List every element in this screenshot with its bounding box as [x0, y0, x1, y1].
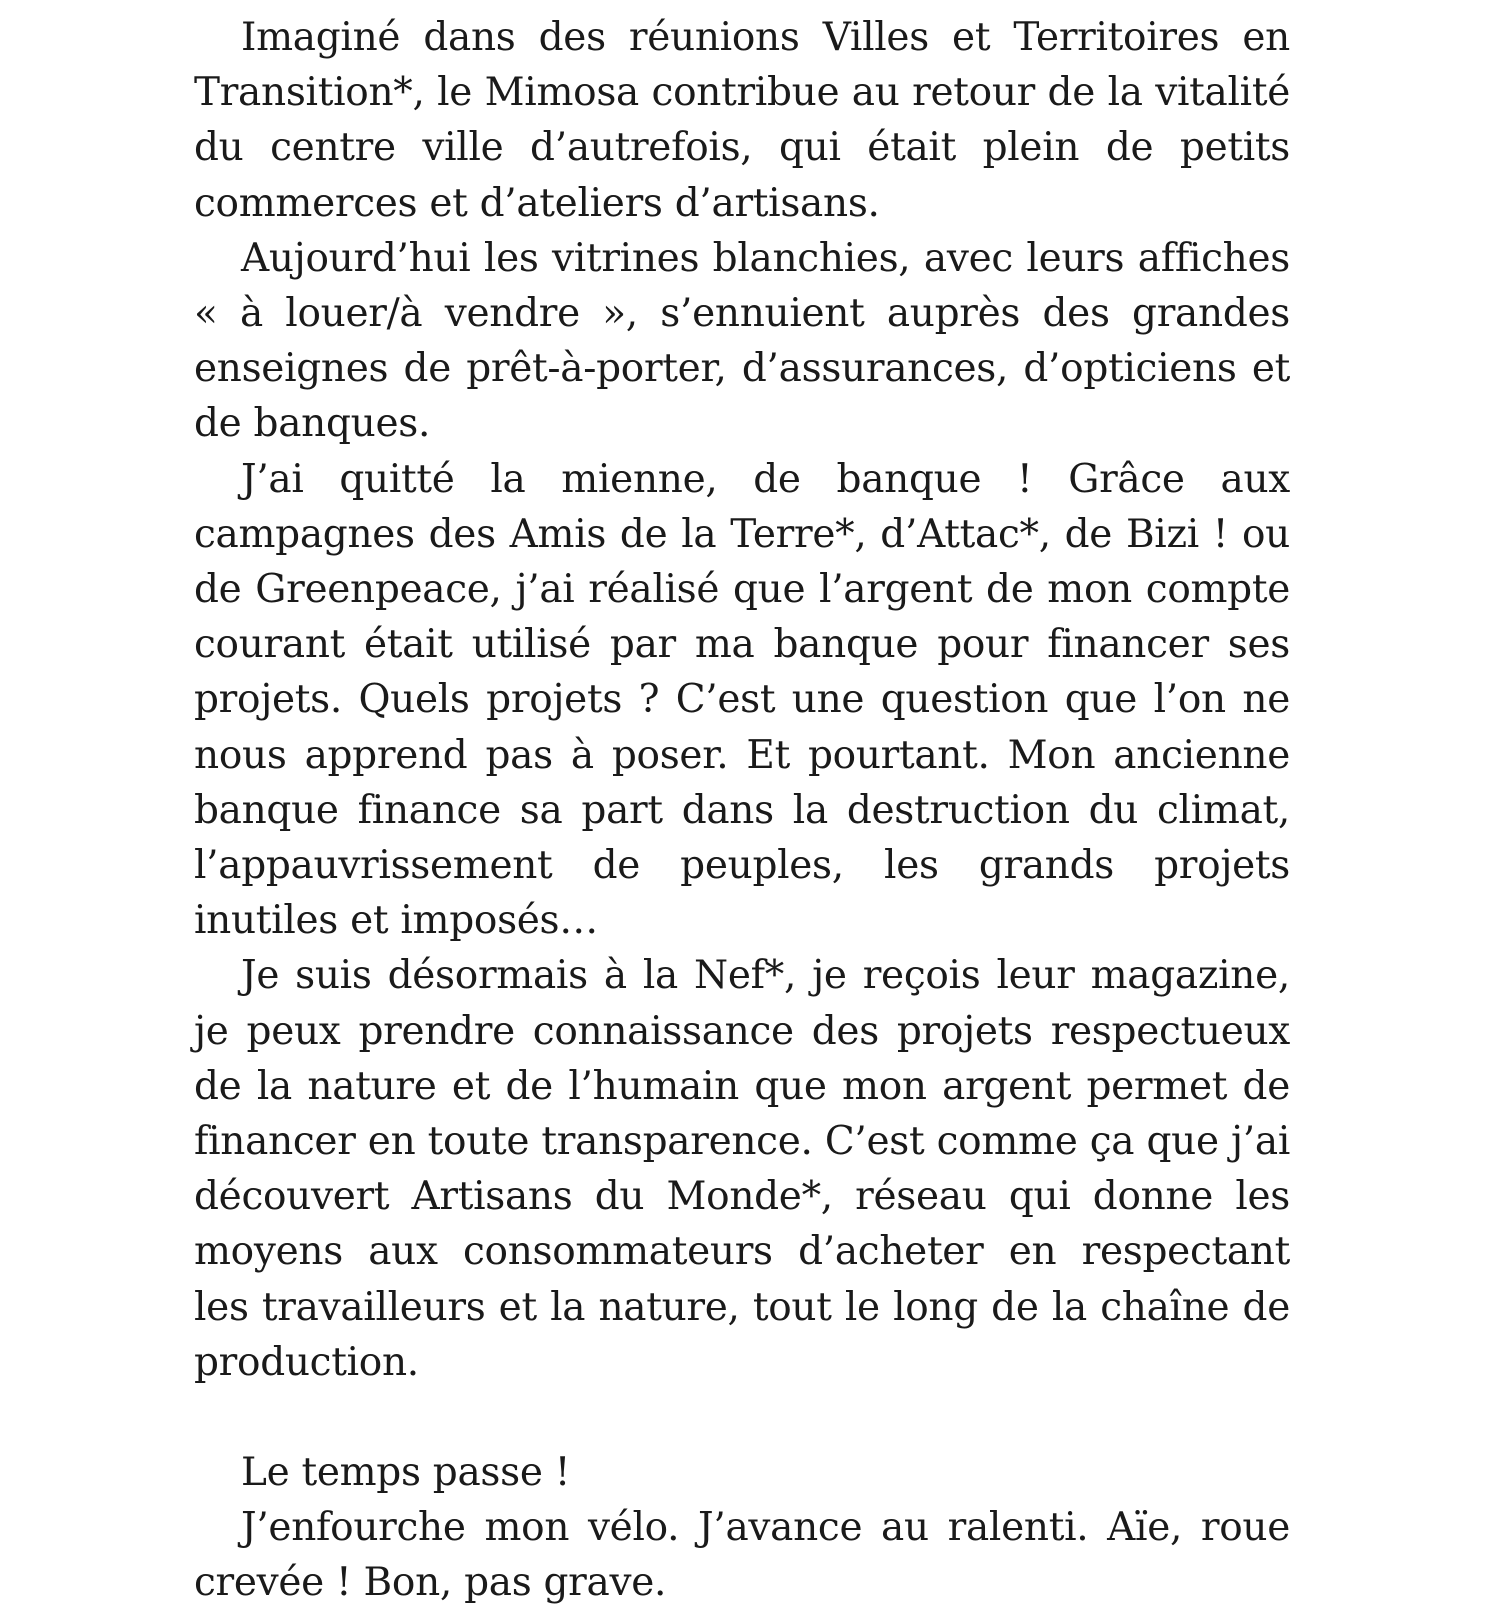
paragraph-nef: Je suis désormais à la Nef*, je reçois leur magazine, je peux prendre connaissance des projets respectueux de la nature et de l’humain que mon argent permet de financer en toute transparence. C’est comme ça que j’ai découvert Artisans du Monde*, réseau qui donne les moyens aux consommateurs d’acheter en respectant les travailleurs et la nature, tout le long de la chaîne de production. [194, 953, 1290, 1385]
section-break [194, 1390, 1290, 1445]
paragraph-banque: J’ai quitté la mienne, de banque ! Grâce aux campagnes des Amis de la Terre*, d’Attac*, de Bizi ! ou de Greenpeace, j’ai réalisé que l’argent de mon compte courant était utilisé par ma banque pour financer ses projets. Quels projets ? C’est une question que l’on ne nous apprend pas à poser. Et pourtant. Mon ancienne banque finance sa part dans la destruction du climat, l’appauvrissement de peuples, les grands projets inutiles et imposés… [194, 456, 1290, 944]
paragraph-mimosa: Imaginé dans des réunions Villes et Territoires en Transition*, le Mimosa contribue au retour de la vitalité du centre ville d’autrefois, qui était plein de petits commerces et d’ateliers d’artisans. [194, 15, 1290, 226]
page-text [194, 10, 1290, 1611]
paragraph-temps-passe: Le temps passe ! [241, 1450, 571, 1496]
paragraph-vitrines: Aujourd’hui les vitrines blanchies, avec leurs affiches « à louer/à vendre », s’ennuient auprès des grandes enseignes de prêt-à-porter, d’assurances, d’opticiens et de banques. [194, 235, 1290, 447]
paragraph-velo: J’enfourche mon vélo. J’avance au ralenti. Aïe, roue crevée ! Bon, pas grave. [194, 1505, 1290, 1606]
